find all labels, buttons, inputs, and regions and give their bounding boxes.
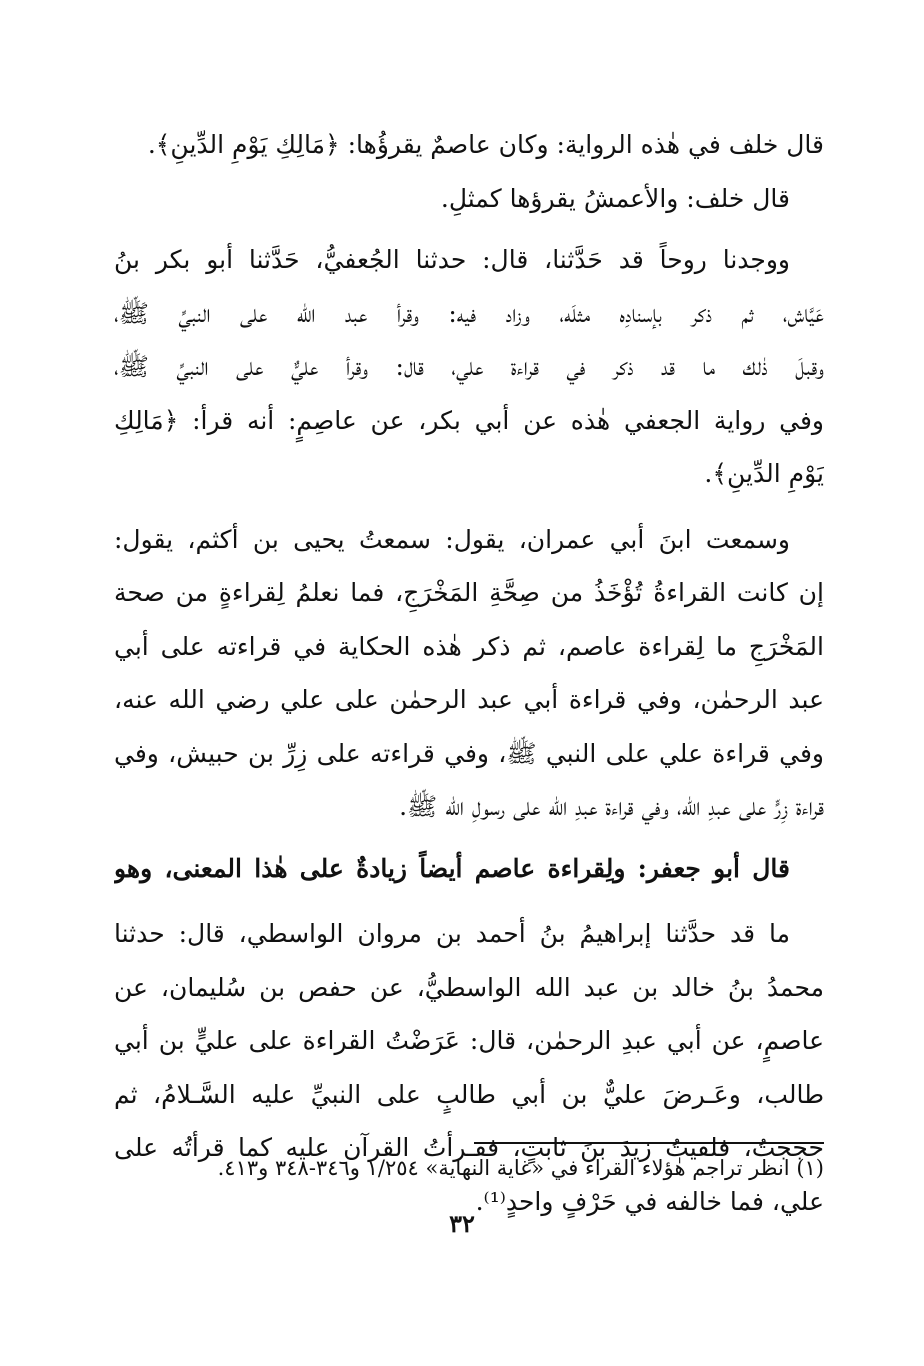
text-line-7: يَوْمِ الدِّينِ﴾. bbox=[704, 459, 824, 488]
paragraph-gap bbox=[114, 225, 824, 233]
text-line-12: وفي قراءة علي على النبي ﷺ، وفي قراءته على زِرِّ بن حبيش، وفي bbox=[114, 738, 824, 768]
text-line-20: علي، فما خالفه في حَرْفٍ واحدٍ⁽¹⁾. bbox=[475, 1186, 824, 1216]
text-line-13: قراءة زِرٍّ على عبدِ الله، وفي قراءة عبدِ الله على رسولِ الله ﷺ. bbox=[399, 792, 824, 821]
footnote-separator bbox=[474, 1142, 824, 1144]
body-text bbox=[114, 118, 824, 1228]
text-line-16: محمدُ بنُ خالد بن عبد الله الواسطيُّ، عن حفص بن سُليمان، عن bbox=[114, 972, 824, 1002]
page-number: ٣٢ bbox=[449, 1209, 475, 1238]
text-line-9: إن كانت القراءةُ تُؤْخَذُ من صِحَّةِ المَخْرَجِ، فما نعلمُ لِقراءةٍ من صحة bbox=[114, 578, 824, 607]
text-line-11: عبد الرحمٰن، وفي قراءة أبي عبد الرحمٰن على علي رضي الله عنه، bbox=[114, 685, 824, 714]
text-line-1: قال خلف في هٰذه الرواية: وكان عاصمٌ يقرؤُها: ﴿مَالِكِ يَوْمِ الدِّينِ﴾. bbox=[147, 130, 824, 159]
text-line-19: حججتُ، فلقيتُ زيدَ بنَ ثابتٍ، فقـرأتُ القرآن عليه كما قرأتُه على bbox=[114, 1133, 824, 1162]
text-line-8: وسمعت ابنَ أبي عمران، يقول: سمعتُ يحيى بن أكثم، يقول: bbox=[114, 524, 790, 554]
paragraph-gap bbox=[114, 895, 824, 907]
text-line-14: قال أبو جعفر: ولِقراءة عاصم أيضاً زيادةٌ على هٰذا المعنى، وهو bbox=[114, 853, 790, 883]
text-line-17: عاصمٍ، عن أبي عبدِ الرحمٰن، قال: عَرَضْتُ القراءة على عليٍّ بن أبي bbox=[114, 1026, 824, 1055]
text-line-4: عَيَّاش، ثم ذكر بإسنادِه مثلَه، وزاد فيه: وقرأ عبد الله على النبيِّ ﷺ، bbox=[114, 298, 824, 328]
text-line-6: وفي رواية الجعفي هٰذه عن أبي بكر، عن عاصِمٍ: أنه قرأ: ﴿مَالِكِ bbox=[114, 405, 824, 435]
text-line-3: ووجدنا روحاً قد حَدَّثنا، قال: حدثنا الجُعفيُّ، حَدَّثنا أبو بكر بنُ bbox=[114, 245, 790, 274]
text-line-2: قال خلف: والأعمشُ يقرؤها كمثلِ. bbox=[440, 183, 790, 213]
text-line-15: ما قد حدَّثنا إبراهيمُ بنُ أحمد بن مروان الواسطي، قال: حدثنا bbox=[114, 919, 790, 948]
paragraph-gap bbox=[114, 834, 824, 842]
paragraph-gap bbox=[114, 501, 824, 513]
text-line-10: المَخْرَجِ ما لِقراءة عاصم، ثم ذكر هٰذه الحكاية في قراءته على أبي bbox=[114, 631, 824, 661]
text-line-18: طالب، وعَـرضَ عليٌّ بن أبي طالبٍ على النبيِّ عليه السَّـلامُ، ثم bbox=[114, 1079, 824, 1109]
footnote: (١) انظر تراجم هٰؤلاء القراء في «غاية النهاية» ١/٢٥٤ و٣٤٦-٣٤٨ و٤١٣. bbox=[217, 1156, 824, 1180]
text-line-5: وقبلَ ذٰلك ما قد ذكر في قراءة علي، قال: وقرأ عليٌّ على النبيِّ ﷺ، bbox=[114, 352, 824, 381]
